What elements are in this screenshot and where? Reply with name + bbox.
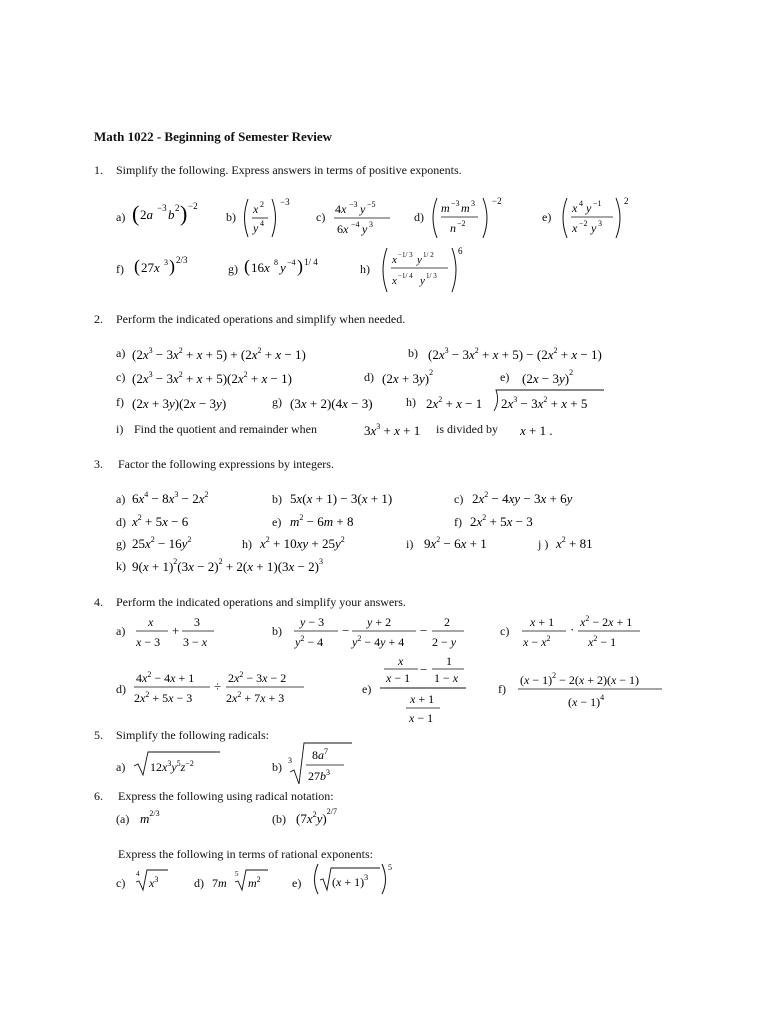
svg-text:8a7: $8a^7$	[312, 747, 328, 762]
svg-text:x: x	[572, 201, 578, 215]
svg-text:−: −	[420, 623, 428, 638]
q3a-label: a)	[116, 492, 126, 506]
q2-instructions: Perform the indicated operations and simplify when needed.	[116, 312, 406, 326]
q3c-label: c)	[454, 492, 464, 506]
svg-text:2a: 2a	[140, 207, 153, 222]
q1e-label: e)	[542, 210, 552, 224]
svg-text:x2 − 2x + 1: $x^2 - 2x + 1$	[580, 614, 633, 629]
svg-text:y: y	[362, 222, 368, 236]
q1h-expression	[378, 244, 478, 294]
q1g-label: g)	[228, 262, 238, 276]
svg-text:x3: $x^3$	[149, 875, 159, 890]
svg-text:y: y	[253, 221, 259, 235]
q6d-expression	[212, 866, 272, 892]
svg-text:5: 5	[388, 863, 392, 872]
svg-text:y2 − 4: $y^2 - 4$	[295, 634, 324, 649]
q2g-label: g)	[272, 395, 282, 409]
svg-text:y: y	[420, 275, 425, 287]
q1e-expression	[558, 194, 633, 240]
q1b-label: b)	[226, 210, 236, 224]
q6e-label: e)	[292, 876, 302, 890]
q2a-label: a)	[116, 346, 126, 360]
svg-text:x2 − 1: $x^2 - 1$	[588, 634, 617, 649]
svg-text:5: 5	[235, 870, 239, 878]
svg-text:y2 − 4y + 4: $y^2 - 4y + 4$	[352, 634, 405, 649]
svg-text:(: (	[132, 201, 140, 226]
svg-text:2x2 + 7x + 3: $2x^2 + 7x + 3$	[226, 690, 285, 705]
svg-text:x − 1: x − 1	[386, 671, 411, 685]
svg-text:+: +	[172, 623, 180, 638]
svg-text:−2: −2	[188, 201, 198, 211]
svg-text:y: y	[591, 221, 597, 235]
svg-text:y + 2: y + 2	[367, 615, 392, 629]
q4-instructions: Perform the indicated operations and simplify your answers.	[116, 595, 406, 609]
q3f-label: f)	[454, 515, 462, 529]
q5-number: 5.	[94, 728, 103, 742]
q1d-label: d)	[414, 210, 424, 224]
q2f-label: f)	[116, 395, 124, 409]
svg-text:(x + 1)3: $(x + 1)^3$	[332, 873, 369, 889]
q2h-label: h)	[406, 395, 416, 409]
q2d-label: d)	[364, 370, 374, 384]
q1c-expression	[330, 196, 400, 240]
svg-text:(2x3 − 3x2 + x + 5) + (2x2 + x: $(2x^3 - 3x^2 + x + 5) + (2x^2 + x - 1)$	[132, 346, 306, 362]
svg-text:(x − 1)4: $(x - 1)^4$	[568, 693, 605, 709]
q3-instructions: Factor the following expressions by integers.	[118, 457, 334, 471]
svg-text:(x − 1)2 − 2(x + 2)(x − 1): $(x - 1)^2 - 2(x + 2)(x - 1)$	[520, 671, 640, 687]
svg-text:−2: −2	[492, 196, 502, 206]
svg-text:): )	[180, 201, 188, 226]
q6a-label: (a)	[116, 812, 130, 826]
svg-text:−4: −4	[351, 220, 360, 229]
svg-text:b: b	[168, 207, 175, 222]
svg-text:2 − y: 2 − y	[432, 635, 457, 649]
q3j-expression	[556, 531, 616, 553]
svg-text:(3x + 2)(4x − 3): (3x + 2)(4x − 3)	[290, 396, 373, 411]
svg-text:3: 3	[471, 199, 475, 208]
q3i-label: i)	[406, 537, 414, 551]
q2b-label: b)	[408, 346, 418, 360]
q3d-label: d)	[116, 515, 126, 529]
q6c-expression	[134, 866, 174, 892]
svg-text:n: n	[450, 221, 456, 235]
svg-text:2/3: 2/3	[176, 255, 188, 265]
q2c-expression	[132, 364, 332, 390]
svg-text:x2 + 10xy + 25y2: $x^2 + 10xy + 25y^2$	[260, 535, 345, 551]
q4b-label: b)	[272, 624, 282, 638]
svg-text:x: x	[253, 202, 259, 216]
svg-text:−2: −2	[579, 219, 588, 228]
svg-text:1/ 4: 1/ 4	[304, 257, 318, 267]
svg-text:y − 3: y − 3	[300, 615, 325, 629]
svg-text:x + 1: x + 1	[410, 692, 435, 706]
q3g-label: g)	[116, 537, 126, 551]
svg-text:(2x3 − 3x2 + x + 5)(2x2 + x −: $(2x^3 - 3x^2 + x + 5)(2x^2 + x - 1)$	[132, 370, 292, 386]
q4f-expression	[516, 664, 666, 714]
svg-text:4: 4	[136, 870, 140, 878]
q2i-label: i)	[116, 422, 124, 436]
q1d-expression	[428, 194, 518, 240]
svg-text:x − x2: $x - x^2$	[523, 634, 551, 649]
svg-text:(2x + 3y)2: $(2x + 3y)^2$	[382, 368, 434, 386]
svg-text:27x: 27x	[141, 260, 160, 275]
q2i-text-start: Find the quotient and remainder when	[134, 422, 317, 436]
svg-text:3: 3	[369, 220, 373, 229]
q6b-label: (b)	[272, 812, 286, 826]
svg-text:6x4 − 8x3 − 2x2: $6x^4 - 8x^3 - 2x^2$	[132, 490, 209, 506]
q6-number: 6.	[94, 789, 103, 803]
q3h-expression	[260, 531, 370, 553]
q6b-expression	[296, 802, 376, 828]
svg-text:2x2 − 4xy − 3x + 6y: $2x^2 - 4xy - 3x + 6y$	[472, 490, 573, 506]
svg-text:y: y	[280, 260, 286, 275]
q1a-expression	[130, 198, 210, 228]
q5a-expression	[132, 748, 222, 778]
svg-text:−1/ 4: −1/ 4	[398, 272, 413, 280]
svg-text:(7x2y)2/7: $(7x^2y)^{2/7}$	[296, 807, 337, 826]
svg-text:(2x − 3y)2: $(2x - 3y)^2$	[522, 368, 574, 386]
svg-text:m2 − 6m + 8: $m^2 - 6m + 8$	[290, 513, 354, 529]
svg-text:2: 2	[444, 615, 450, 629]
q4-number: 4.	[94, 595, 103, 609]
svg-text:2x2 + 5x − 3: $2x^2 + 5x - 3$	[470, 513, 533, 529]
q3j-label: j )	[538, 537, 549, 551]
q2e-expression	[522, 362, 602, 388]
q2c-label: c)	[116, 370, 126, 384]
q5b-expression	[286, 740, 356, 788]
svg-text:−2: −2	[457, 219, 466, 228]
q2-number: 2.	[94, 312, 103, 326]
svg-text:m: m	[441, 201, 450, 215]
svg-text:2: 2	[624, 196, 629, 206]
svg-text:−1/ 3: −1/ 3	[398, 251, 413, 259]
svg-text:1/ 3: 1/ 3	[426, 272, 437, 280]
q4a-expression	[132, 610, 222, 654]
q6a-expression	[140, 804, 190, 828]
q1b-expression	[240, 195, 300, 241]
svg-text:3: 3	[164, 258, 168, 267]
svg-text:9x2 − 6x + 1: $9x^2 - 6x + 1$	[424, 535, 487, 551]
svg-text:3: 3	[598, 219, 602, 228]
svg-text:x − 3: x − 3	[136, 635, 161, 649]
q2e-label: e)	[500, 370, 510, 384]
page-title: Math 1022 - Beginning of Semester Review	[94, 129, 333, 144]
svg-text:x + 1: x + 1	[530, 615, 555, 629]
q1c-label: c)	[316, 210, 326, 224]
q4c-expression	[518, 610, 648, 654]
q2a-expression	[132, 340, 342, 366]
svg-text:6: 6	[458, 246, 463, 256]
q2i-text-mid: is divided by	[436, 422, 498, 436]
q6c-label: c)	[116, 876, 126, 890]
svg-text:2: 2	[175, 203, 180, 213]
q6-instructions: Express the following using radical notation:	[118, 789, 334, 803]
q4e-label: e)	[362, 682, 372, 696]
svg-text:m2/3: $m^{2/3}$	[140, 809, 160, 826]
svg-text:6x: 6x	[337, 222, 349, 236]
svg-text:x2 + 81: $x^2 + 81$	[556, 535, 593, 551]
svg-text:y: y	[586, 201, 592, 215]
svg-text:2: 2	[260, 200, 264, 209]
svg-text:(: (	[134, 256, 140, 276]
svg-text:·: ·	[570, 622, 575, 637]
svg-text:−3: −3	[157, 203, 167, 213]
q2h-expression	[426, 386, 616, 414]
svg-text:4: 4	[579, 199, 583, 208]
svg-text:4: 4	[260, 219, 264, 228]
svg-text:2x2 + x − 1: $2x^2 + x - 1$	[426, 395, 483, 411]
svg-text:x: x	[572, 221, 578, 235]
q2f-expression	[132, 389, 252, 415]
q3f-expression	[470, 509, 560, 531]
svg-text:16x: 16x	[251, 260, 270, 275]
q3d-expression	[132, 509, 222, 531]
svg-text:5x(x + 1) − 3(x + 1): 5x(x + 1) − 3(x + 1)	[290, 491, 393, 506]
q1f-expression	[132, 252, 202, 280]
q2i-dividend	[364, 416, 444, 440]
q3b-label: b)	[272, 492, 282, 506]
svg-text:y: y	[360, 202, 366, 216]
q6d-label: d)	[194, 876, 204, 890]
q3h-label: h)	[242, 537, 252, 551]
q3e-expression	[290, 509, 380, 531]
q3k-expression	[132, 551, 372, 577]
q4b-expression	[292, 610, 482, 654]
svg-text:4x2 − 4x + 1: $4x^2 - 4x + 1$	[136, 670, 195, 685]
svg-text:9(x + 1)2(3x − 2)2 + 2(x + 1)(: $9(x + 1)^2(3x - 2)^2 + 2(x + 1)(3x - 2)^3$	[132, 557, 323, 574]
svg-text:8: 8	[274, 258, 278, 267]
svg-text:(2x + 3y)(2x − 3y): (2x + 3y)(2x − 3y)	[132, 396, 227, 411]
svg-text:2x2 + 5x − 3: $2x^2 + 5x - 3$	[134, 690, 193, 705]
q1h-label: h)	[360, 262, 370, 276]
svg-text:(: (	[244, 256, 250, 276]
svg-text:(2x3 − 3x2 + x + 5) − (2x2 + x: $(2x^3 - 3x^2 + x + 5) - (2x^2 + x - 1)$	[428, 346, 602, 362]
q3b-expression	[290, 486, 410, 508]
svg-text:x + 1 .: x + 1 .	[520, 423, 553, 438]
q3c-expression	[472, 486, 602, 508]
svg-text:3 − x: 3 − x	[183, 635, 208, 649]
q4a-label: a)	[116, 624, 126, 638]
svg-text:−3: −3	[280, 197, 290, 207]
q3e-label: e)	[272, 515, 282, 529]
svg-text:3: 3	[194, 615, 200, 629]
q1-instructions: Simplify the following. Express answers in terms of positive exponents.	[116, 163, 462, 177]
svg-text:27b3: $27b^3$	[308, 768, 330, 783]
q5b-label: b)	[272, 760, 282, 774]
q6e-expression	[310, 860, 396, 896]
q4f-label: f)	[498, 682, 506, 696]
svg-text:x: x	[392, 275, 397, 287]
svg-text:x: x	[392, 254, 397, 266]
svg-text:−: −	[342, 623, 350, 638]
svg-text:4x: 4x	[335, 202, 347, 216]
q5a-label: a)	[116, 760, 126, 774]
svg-text:1 − x: 1 − x	[434, 671, 459, 685]
q5-instructions: Simplify the following radicals:	[116, 728, 269, 742]
svg-text:1: 1	[446, 654, 452, 668]
q2g-expression	[290, 389, 390, 415]
q6-instructions-2: Express the following in terms of rational exponents:	[118, 847, 373, 861]
svg-text:−4: −4	[287, 258, 296, 267]
svg-text:7m: 7m	[212, 876, 227, 890]
q1f-label: f)	[116, 262, 124, 276]
q4e-expression	[378, 652, 468, 726]
q3a-expression	[132, 486, 242, 508]
svg-text:2x3 − 3x2 + x + 5: $2x^3 - 3x^2 + x + 5$	[501, 395, 588, 411]
q3i-expression	[424, 531, 504, 553]
q1-number: 1.	[94, 163, 103, 177]
q3-number: 3.	[94, 457, 103, 471]
svg-text:y: y	[417, 254, 422, 266]
q2d-expression	[382, 362, 462, 388]
q2i-divisor	[520, 416, 570, 440]
q4d-expression	[132, 666, 312, 710]
svg-text:m2: $m^2$	[248, 875, 261, 890]
svg-text:m: m	[461, 201, 470, 215]
svg-text:x: x	[148, 615, 154, 629]
svg-text:−3: −3	[451, 199, 460, 208]
q1a-label: a)	[116, 210, 126, 224]
svg-text:25x2 − 16y2: $25x^2 - 16y^2$	[132, 535, 192, 551]
svg-text:÷: ÷	[214, 679, 222, 694]
svg-text:−3: −3	[349, 200, 358, 209]
q3k-label: k)	[116, 559, 126, 573]
svg-text:−1: −1	[593, 199, 602, 208]
svg-text:−: −	[420, 662, 428, 677]
svg-text:12x3y5z−2: $12x^3y^5z^{-2}$	[150, 759, 194, 774]
svg-text:3: 3	[288, 756, 292, 765]
svg-text:−5: −5	[367, 200, 376, 209]
svg-text:x2 + 5x − 6: $x^2 + 5x - 6$	[132, 513, 189, 529]
q3g-expression	[132, 531, 222, 553]
svg-text:2x2 − 3x − 2: $2x^2 - 3x - 2$	[228, 670, 287, 685]
svg-text:x − 1: x − 1	[409, 711, 434, 725]
svg-text:x: x	[398, 654, 404, 668]
svg-text:): )	[297, 256, 303, 276]
q4d-label: d)	[116, 682, 126, 696]
svg-text:1/ 2: 1/ 2	[423, 251, 434, 259]
svg-text:): )	[169, 256, 175, 276]
q4c-label: c)	[500, 624, 510, 638]
svg-text:3x3 + x + 1: $3x^3 + x + 1$	[364, 422, 421, 438]
q1g-expression	[242, 252, 332, 280]
